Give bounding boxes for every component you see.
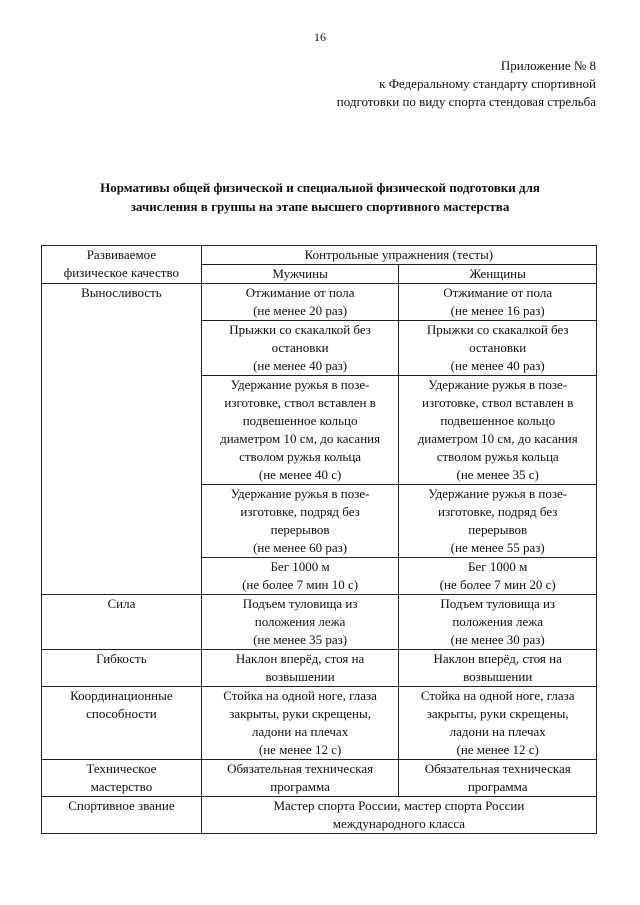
men-test-line: диаметром 10 см, до касания [220, 431, 381, 446]
men-test-line: (не менее 35 раз) [253, 632, 348, 647]
men-test-line: Наклон вперёд, стоя на [235, 651, 365, 666]
women-test-line: (не менее 30 раз) [450, 632, 545, 647]
women-test-line: Удержание ружья в позе- [428, 486, 568, 501]
men-test-line: Стойка на одной ноге, глаза [223, 688, 377, 703]
women-test-line: программа [467, 779, 528, 794]
sports-rank-value-line-2: международного класса [332, 816, 466, 831]
table-header-row [42, 246, 597, 265]
table-row [42, 595, 597, 650]
women-test-line: Обязательная техническая [424, 761, 571, 776]
women-test-line: остановки [469, 340, 527, 355]
quality-cell [42, 595, 202, 650]
women-test-line: (не менее 35 с) [456, 467, 539, 482]
men-test-line: Подъем туловища из [242, 596, 358, 611]
men-test-line: (не менее 40 раз) [253, 358, 348, 373]
men-test-line: перерывов [270, 522, 330, 537]
women-test-line: изготовке, ствол вставлен в [421, 395, 574, 410]
quality-cell [42, 760, 202, 797]
women-test-line: Отжимание от пола [443, 285, 553, 300]
men-test-cell [201, 558, 399, 595]
women-test-line: подвешенное кольцо [440, 413, 556, 428]
title-line-2: зачисления в группы на этапе высшего спортивного мастерства [130, 199, 510, 214]
table-row [42, 284, 597, 321]
women-test-line: Стойка на одной ноге, глаза [420, 688, 575, 703]
women-test-line: стволом ружья кольца [436, 449, 559, 464]
men-test-cell [201, 595, 399, 650]
women-test-line: (не менее 12 с) [456, 742, 539, 757]
men-test-line: (не менее 20 раз) [253, 303, 348, 318]
women-test-line: изготовке, подряд без [438, 504, 558, 519]
title-line-1: Нормативы общей физической и специальной физической подготовки для [100, 180, 540, 195]
women-test-cell [399, 650, 597, 687]
women-test-line: Наклон вперёд, стоя на [433, 651, 562, 666]
sports-rank-label: Спортивное звание [68, 798, 175, 813]
quality-cell [42, 650, 202, 687]
quality-cell [42, 284, 202, 595]
women-test-line: (не менее 16 раз) [450, 303, 545, 318]
women-test-line: Бег 1000 м [468, 559, 528, 574]
men-test-cell [201, 321, 399, 376]
women-test-line: (не более 7 мин 20 с) [439, 577, 556, 592]
women-test-cell [399, 760, 597, 797]
men-test-line: (не менее 40 с) [258, 467, 342, 482]
men-test-cell [201, 760, 399, 797]
women-test-line: ладони на плечах [449, 724, 546, 739]
quality-label-line: Координационные [70, 688, 173, 703]
men-test-line: возвышении [265, 669, 335, 684]
women-test-line: диаметром 10 см, до касания [417, 431, 578, 446]
appendix-line-2: к Федеральному стандарту спортивной [379, 76, 596, 91]
header-quality-line-2: физическое качество [63, 265, 180, 280]
men-test-line: стволом ружья кольца [239, 449, 362, 464]
men-test-line: Прыжки со скакалкой без [229, 322, 371, 337]
quality-label: Гибкость [96, 651, 147, 666]
men-test-line: изготовке, ствол вставлен в [224, 395, 376, 410]
men-test-line: положения лежа [254, 614, 346, 629]
header-quality-line-1: Развиваемое [86, 247, 157, 262]
sports-rank-value-cell [201, 797, 596, 834]
women-test-cell [399, 376, 597, 485]
women-test-line: Удержание ружья в позе- [428, 377, 568, 392]
sports-rank-label-cell [42, 797, 202, 834]
page-number: 16 [314, 30, 326, 44]
women-test-line: возвышении [463, 669, 533, 684]
header-men-cell: Мужчины [201, 265, 399, 284]
quality-cell [42, 687, 202, 760]
sports-rank-value-line-1: Мастер спорта России, мастер спорта России [273, 798, 525, 813]
women-test-line: (не менее 55 раз) [450, 540, 545, 555]
women-test-cell [399, 595, 597, 650]
women-test-cell [399, 687, 597, 760]
header-tests-cell: Контрольные упражнения (тесты) [201, 246, 596, 265]
men-test-line: закрыты, руки скрещены, [229, 706, 371, 721]
men-test-line: программа [270, 779, 330, 794]
men-test-line: остановки [271, 340, 329, 355]
women-test-cell [399, 321, 597, 376]
appendix-line-3: подготовки по виду спорта стендовая стрельба [336, 94, 596, 109]
men-test-line: (не более 7 мин 10 с) [242, 577, 359, 592]
men-test-line: подвешенное кольцо [242, 413, 358, 428]
women-test-cell [399, 485, 597, 558]
header-quality-cell [42, 246, 202, 284]
quality-label: Сила [107, 596, 136, 611]
women-test-line: перерывов [468, 522, 528, 537]
women-test-line: Прыжки со скакалкой без [426, 322, 569, 337]
women-test-line: (не менее 40 раз) [450, 358, 545, 373]
quality-label-line: мастерство [90, 779, 153, 794]
sports-rank-row [42, 797, 597, 834]
appendix-line-1: Приложение № 8 [500, 58, 596, 73]
men-test-cell [201, 284, 399, 321]
men-test-cell [201, 687, 399, 760]
table-row [42, 650, 597, 687]
men-test-line: Удержание ружья в позе- [230, 486, 370, 501]
table-row [42, 760, 597, 797]
men-test-line: Обязательная техническая [227, 761, 374, 776]
header-women-cell: Женщины [399, 265, 597, 284]
men-test-line: (не менее 60 раз) [253, 540, 348, 555]
men-test-line: Удержание ружья в позе- [230, 377, 370, 392]
men-test-cell [201, 485, 399, 558]
men-test-cell [201, 376, 399, 485]
table-row [42, 687, 597, 760]
quality-label-line: способности [86, 706, 157, 721]
men-test-cell [201, 650, 399, 687]
quality-label-line: Техническое [86, 761, 157, 776]
men-test-line: ладони на плечах [251, 724, 349, 739]
women-test-line: Подъем туловища из [440, 596, 556, 611]
men-test-line: Бег 1000 м [270, 559, 330, 574]
appendix-reference [337, 57, 596, 111]
women-test-line: положения лежа [452, 614, 544, 629]
standards-table [41, 245, 597, 834]
men-test-line: Отжимание от пола [245, 285, 355, 300]
document-title [40, 178, 600, 216]
women-test-cell [399, 284, 597, 321]
women-test-line: закрыты, руки скрещены, [426, 706, 569, 721]
men-test-line: изготовке, подряд без [240, 504, 360, 519]
men-test-line: (не менее 12 с) [258, 742, 342, 757]
women-test-cell [399, 558, 597, 595]
quality-label: Выносливость [81, 285, 162, 300]
